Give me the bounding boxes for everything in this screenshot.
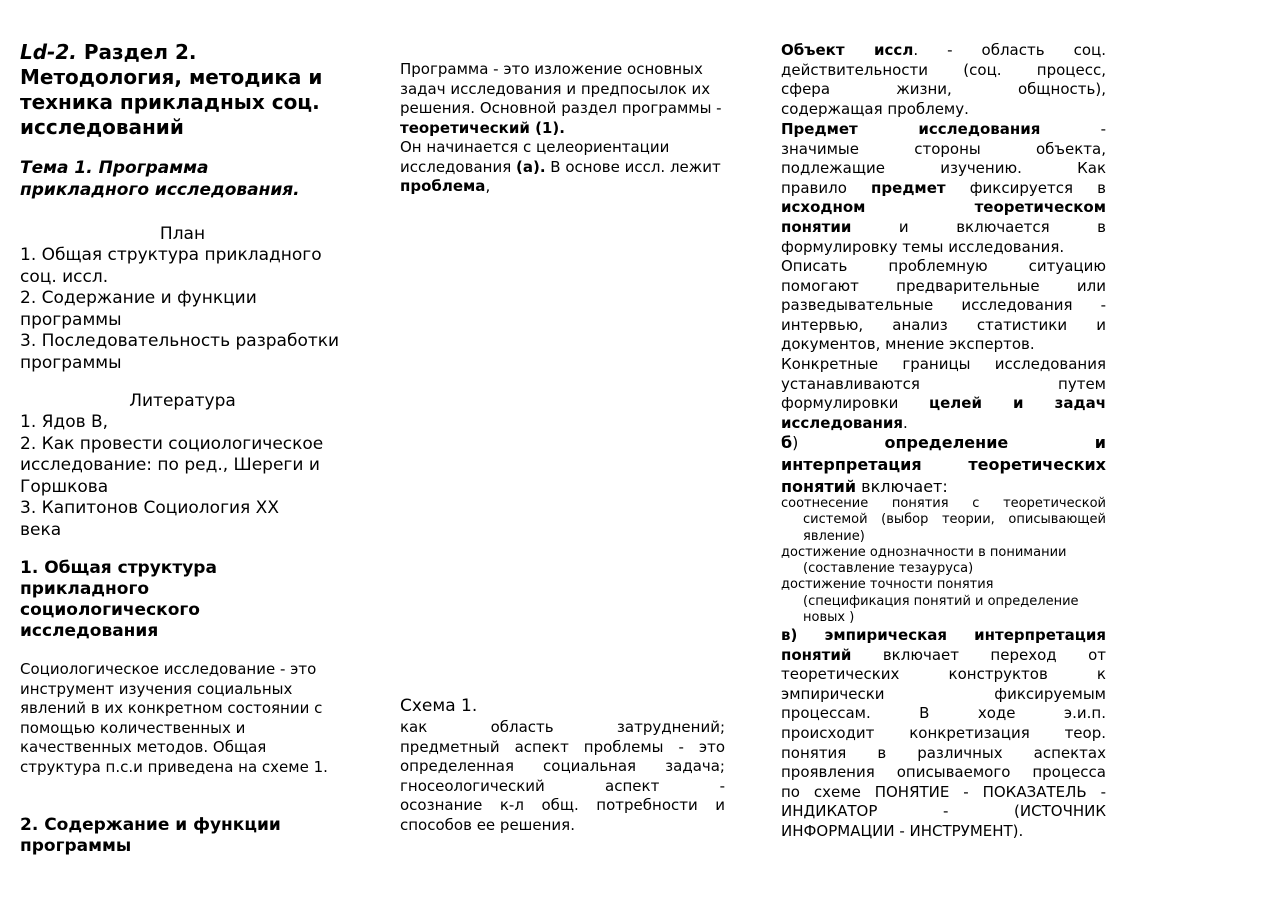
research-boundaries: Конкретные границы исследования устанавливаются путем формулировки целей и задач исследования. [781,355,1106,432]
list-item: соотнесение понятия с теоретической [781,496,1106,511]
literature-item: 1. Ядов В, [20,412,109,432]
plan-list [20,245,350,374]
topic-heading: Тема 1. Программа прикладного исследования. [20,158,300,200]
subject-definition: Предмет исследования - значимые стороны объекта, подлежащие изучению. Как правило предмет фиксируется в исходном теоретическом понятии и включается в формулировку темы исследования. [781,120,1107,256]
plan-item: 1. Общая структура прикладного соц. иссл. [20,245,322,287]
literature-item: 3. Капитонов Социология ХХ века [20,498,279,540]
list-item: достижение однозначности в понимании [781,544,1067,560]
section-title: Ld-2. Раздел 2. Методология, методика и техника прикладных соц. исследований [20,40,323,139]
section-code: Ld-2. [20,40,77,64]
problem-description: как область затруднений; предметный аспект проблемы - это определенная социальная задача; гносеологический аспект - осознание к-л общ. потребности и способов ее решения. [400,718,725,834]
section1-heading: 1. Общая структура прикладного социологического исследования [20,558,217,641]
scheme-label: Схема 1. [400,696,478,716]
concept-steps-list: соотнесение понятия с теоретической системой (выбор теории, описывающей явление) достижение однозначности в понимании (составление тезауруса) достижение точности понятия (спецификация понятий и определение новых ) [781,496,1106,626]
theoretical-section: теоретический (1). [400,118,565,137]
plan-title: План [159,224,206,244]
theoretical-concepts: б) определение и интерпретация теоретических понятий включает: [781,433,1106,496]
plan-item: 3. Последовательность разработки программы [20,331,340,373]
list-item: достижение точности понятия [781,577,994,593]
plan-item: 2. Содержание и функции программы [20,288,257,330]
section1-text: Социологическое исследование - это инструмент изучения социальных явлений в их конкретном состоянии с помощью количественных и качественных методов. Общая структура п.с.и приведена на схеме 1. [20,660,328,776]
empirical-interpretation: в) эмпирическая интерпретация понятий включает переход от теоретических конструктов к эмпирически фиксируемым процессам. В ходе э.и.п. происходит конкретизация теор. понятия в различных аспектах проявления описываемого процесса по схеме ПОНЯТИЕ - ПОКАЗАТЕЛЬ - ИНДИКАТОР - (ИСТОЧНИК ИНФОРМАЦИИ - ИНСТРУМЕНТ). [781,626,1106,840]
program-definition: Программа - это изложение основных задач исследования и предпосылок их решения. Основной раздел программы - теоретический (1). Он начинается с целеориентации исследования (а). В основе иссл. лежит проблема, [400,60,722,195]
problem-situation: Описать проблемную ситуацию помогают предварительные или разведывательные исследования - интервью, анализ статистики и документов, мнение экспертов. [781,257,1106,354]
section2-heading: 2. Содержание и функции программы [20,815,281,856]
literature-title: Литература [129,391,236,411]
literature-list [20,412,350,541]
object-definition: Объект иссл. - область соц. действительности (соц. процесс, сфера жизни, общность), содержащая проблему. [781,41,1107,118]
literature-item: 2. Как провести социологическое исследование: по ред., Шереги и Горшкова [20,433,324,497]
